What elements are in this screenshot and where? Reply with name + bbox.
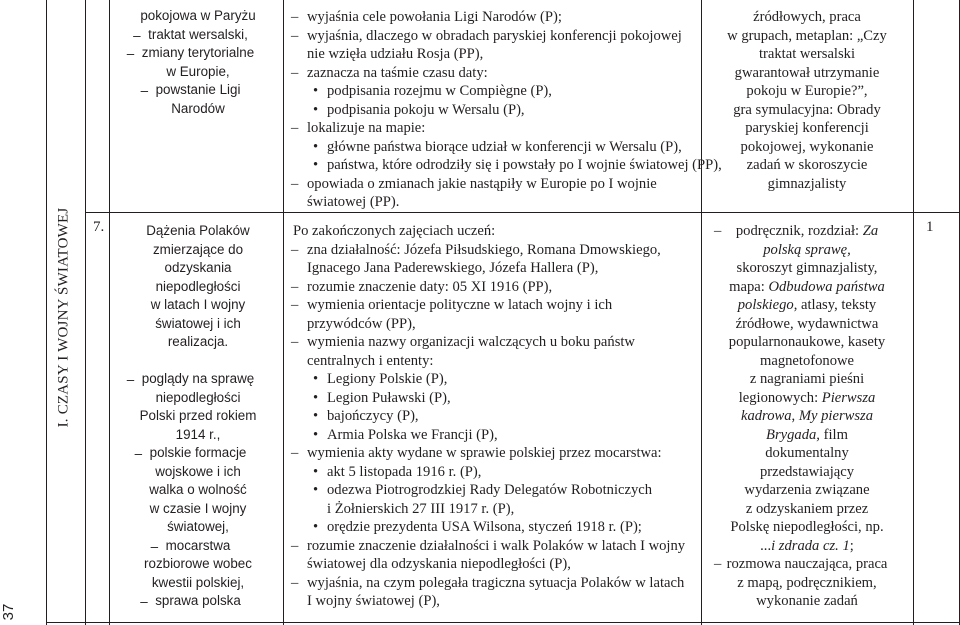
procedure-text: z nagraniami pieśni xyxy=(749,371,865,387)
outcome-line: – zna działalność: Józefa Piłsudskiego, Romana Dmowskiego, xyxy=(293,241,685,260)
outcome-line: • Legion Puławski (P), xyxy=(293,389,685,408)
procedure-text: przedstawiający xyxy=(760,463,854,480)
procedure-line xyxy=(712,481,902,500)
outcome-line: • odezwa Piotrogrodzkiej Rady Delegatów Robotniczych xyxy=(293,481,685,500)
outcome-line: – opowiada o zmianach jakie nastąpiły w Europie po I wojnie xyxy=(293,175,722,194)
outcome-line: – zaznacza na taśmie czasu daty: xyxy=(293,64,722,83)
outcome-line: • podpisania rozejmu w Compiègne (P), xyxy=(293,82,722,101)
outcome-line: • Armia Polska we Francji (P), xyxy=(293,426,685,445)
outcome-line: • państwa, które odrodziły się i powstały po I wojnie światowej (PP), xyxy=(293,156,722,175)
procedure-text: film xyxy=(819,426,848,443)
procedure-text: , xyxy=(791,408,799,424)
outcome-line: – rozumie znaczenie daty: 05 XI 1916 (PP), xyxy=(293,278,685,297)
outcome-line: I wojny światowej (P), xyxy=(307,593,440,609)
topic-line xyxy=(118,592,278,611)
topic-item: – traktat wersalski, xyxy=(148,27,248,42)
outcome-line: Ignacego Jana Paderewskiego, Józefa Hallera (P), xyxy=(307,260,599,276)
row-topic-cell xyxy=(118,222,278,611)
topic-item: – zmiany terytorialne xyxy=(142,45,254,60)
topic-line: niepodległości xyxy=(155,278,241,294)
procedure-line: zadań w skoroszycie xyxy=(746,157,868,173)
procedure-italic-text: Odbudowa państwa xyxy=(768,278,885,295)
row-outcomes-cell xyxy=(293,222,685,611)
procedure-text: wydarzenia związane xyxy=(744,482,870,498)
topic-line xyxy=(118,352,278,371)
topic-item: – sprawa polska xyxy=(155,593,241,608)
procedure-line xyxy=(712,518,902,537)
topic-line xyxy=(118,537,278,556)
outcome-line: i Żołnierskich 27 III 1917 r. (P), xyxy=(327,500,515,517)
procedure-line xyxy=(712,333,902,352)
procedure-line: gwarantował utrzymanie xyxy=(734,64,880,81)
procedure-text: legionowych: xyxy=(738,389,822,406)
procedure-text: dokumentalny xyxy=(765,445,849,461)
procedure-line: traktat wersalski xyxy=(758,46,856,62)
topic-line: w latach I wojny xyxy=(150,297,246,312)
outcome-line: • bajończycy (P), xyxy=(293,407,685,426)
procedure-line xyxy=(712,389,902,408)
outcome-line: • akt 5 listopada 1916 r. (P), xyxy=(293,463,685,482)
procedure-line xyxy=(712,315,902,334)
procedure-italic-text: Pierwsza xyxy=(821,389,876,406)
table-left-border xyxy=(46,0,47,625)
table-bottom-border xyxy=(46,622,960,623)
procedure-line xyxy=(712,592,902,611)
procedure-line xyxy=(712,259,902,278)
procedure-line xyxy=(712,555,902,574)
procedure-text: źródłowe, wydawnictwa xyxy=(735,315,879,332)
outcome-line: • Legiony Polskie (P), xyxy=(293,370,685,389)
procedure-line xyxy=(712,444,902,463)
topic-line: Narodów xyxy=(171,100,225,116)
procedure-text: magnetofonowe xyxy=(759,352,855,369)
outcome-line: – wyjaśnia, dlaczego w obradach paryskiej konferencji pokojowej xyxy=(293,27,722,46)
procedure-line: gimnazjalisty xyxy=(767,175,847,192)
procedure-italic-text: Za xyxy=(862,223,879,239)
topic-item: – polskie formacje xyxy=(150,445,247,460)
outcome-line: – wymienia orientacje polityczne w latach wojny i ich xyxy=(293,296,685,315)
procedure-line: paryskiej konferencji xyxy=(745,120,869,136)
row-hours: 1 xyxy=(926,219,934,235)
topic-line: niepodległości xyxy=(155,389,241,405)
procedure-text: skoroszyt gimnazjalisty, xyxy=(736,260,878,276)
topic-item: – powstanie Ligi xyxy=(156,82,241,97)
procedure-text: podręcznik, rozdział: xyxy=(735,223,863,239)
procedure-line xyxy=(712,537,902,556)
procedure-text: z odzyskaniem przez xyxy=(745,500,869,517)
procedure-italic-text: Brygada, xyxy=(766,426,820,443)
procedure-line xyxy=(712,426,902,445)
topic-line: światowej, xyxy=(167,519,229,534)
procedure-italic-text: My pierwsza xyxy=(798,408,874,424)
procedure-italic-text: kadrowa xyxy=(740,408,792,424)
procedure-line: źródłowych, praca xyxy=(753,9,861,25)
procedure-line xyxy=(712,241,902,260)
topic-line: walka o wolność xyxy=(149,482,247,497)
outcome-line: – lokalizuje na mapie: xyxy=(293,119,722,138)
topic-line xyxy=(118,444,278,463)
procedure-text: wykonanie zadań xyxy=(756,593,858,609)
topic-line: zmierzające do xyxy=(152,241,244,257)
procedure-text: ; xyxy=(849,537,854,554)
row-number: 7. xyxy=(93,219,105,235)
outcome-line: centralnych i ententy: xyxy=(307,352,434,369)
procedure-line: pokojowej, wykonanie xyxy=(740,138,874,155)
outcome-line: światowej dla odzyskania niepodległości (P), xyxy=(307,556,571,572)
procedure-line: w grupach, metaplan: „Czy xyxy=(727,27,887,44)
topic-line: światowej i ich xyxy=(155,315,241,331)
procedures-column-divider xyxy=(913,0,914,625)
row-separator xyxy=(85,212,960,213)
procedure-italic-text: polską sprawę, xyxy=(763,241,851,258)
outcome-line: nie wzięła udziału Rosja (PP), xyxy=(307,46,484,62)
outcome-line: • główne państwa biorące udział w konferencji w Wersalu (P), xyxy=(293,138,722,157)
procedure-line xyxy=(712,352,902,371)
page-number: 37 xyxy=(0,603,17,621)
procedure-text: mapa: xyxy=(729,278,769,295)
procedure-text: rozmowa nauczająca, praca xyxy=(726,556,888,572)
outcome-line: • podpisania pokoju w Wersalu (P), xyxy=(293,101,722,120)
outcome-line: Po zakończonych zajęciach uczeń: xyxy=(293,223,496,239)
procedure-text: popularnonaukowe, kasety xyxy=(728,334,886,350)
outcome-line: • orędzie prezydenta USA Wilsona, styczeń 1918 r. (P); xyxy=(293,518,685,537)
topic-line: Polski przed rokiem xyxy=(139,408,257,423)
procedure-line: gra symulacyjna: Obrady xyxy=(733,101,881,118)
procedure-line xyxy=(712,222,902,241)
procedure-line xyxy=(712,296,902,315)
topic-line: kwestii polskiej, xyxy=(151,574,245,590)
topic-line: odzyskania xyxy=(164,260,232,275)
topic-line: w Europie, xyxy=(166,63,230,79)
procedure-line: pokoju w Europie?”, xyxy=(746,83,868,99)
topic-line xyxy=(118,81,278,100)
top-topic-cell xyxy=(118,7,278,118)
topic-line: rozbiorowe wobec xyxy=(144,556,252,571)
topic-line xyxy=(118,44,278,63)
procedure-italic-text: i zdrada cz. 1 xyxy=(771,537,850,554)
outcome-line: przywódców (PP), xyxy=(307,315,416,332)
top-outcomes-cell xyxy=(293,8,722,212)
row-procedures-cell xyxy=(712,222,902,611)
procedure-text: ... xyxy=(760,537,772,554)
outcome-line: światowej (PP). xyxy=(307,194,400,210)
section-label-text: I. CZASY I WOJNY ŚWIATOWEJ xyxy=(55,207,72,428)
section-label xyxy=(52,205,76,430)
procedure-line xyxy=(712,574,902,593)
outcome-line: – wymienia akty wydane w sprawie polskiej przez mocarstwa: xyxy=(293,444,685,463)
procedure-text: , atlasy, teksty xyxy=(793,297,877,313)
procedure-line xyxy=(712,278,902,297)
procedure-text: z mapą, podręcznikiem, xyxy=(737,574,877,591)
topic-line xyxy=(118,370,278,389)
number-column-divider xyxy=(109,0,110,625)
procedure-line xyxy=(712,500,902,519)
topic-line: 1914 r., xyxy=(175,426,221,442)
outcome-line: – wyjaśnia cele powołania Ligi Narodów (P); xyxy=(293,8,722,27)
procedure-italic-text: polskiego xyxy=(737,297,794,313)
procedure-line xyxy=(712,370,902,389)
procedure-line xyxy=(712,407,902,426)
topic-line: Dążenia Polaków xyxy=(146,223,250,238)
outcome-line: – wymienia nazwy organizacji walczących u boku państw xyxy=(293,333,685,352)
topic-item: – poglądy na sprawę xyxy=(142,371,254,386)
topic-column-divider xyxy=(283,0,284,625)
procedure-text: Polskę niepodległości, np. xyxy=(730,519,884,535)
outcome-line: – rozumie znaczenie działalności i walk Polaków w latach I wojny xyxy=(293,537,685,556)
topic-line: realizacja. xyxy=(167,334,229,349)
top-procedures-cell xyxy=(712,8,902,193)
section-column-divider xyxy=(85,0,86,625)
topic-line: pokojowa w Paryżu xyxy=(140,8,256,23)
procedure-line xyxy=(712,463,902,482)
topic-item: – mocarstwa xyxy=(166,538,231,553)
topic-line: w czasie I wojny xyxy=(149,500,247,516)
topic-line xyxy=(118,26,278,45)
outcome-line: – wyjaśnia, na czym polegała tragiczna sytuacja Polaków w latach xyxy=(293,574,685,593)
topic-line: wojskowe i ich xyxy=(155,463,241,479)
